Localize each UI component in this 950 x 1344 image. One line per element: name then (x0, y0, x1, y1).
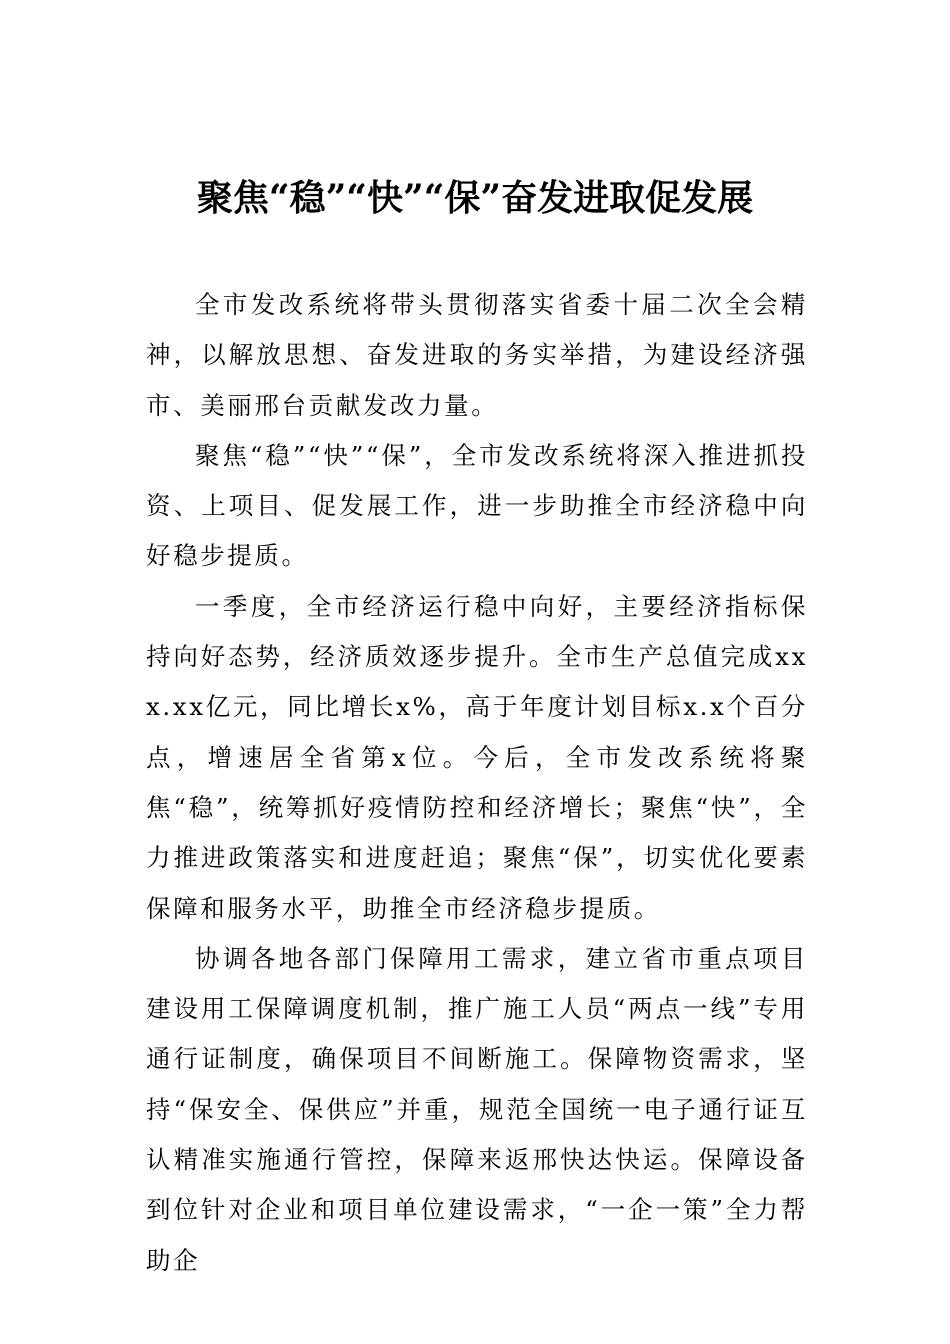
paragraph-4: 协调各地各部门保障用工需求，建立省市重点项目建设用工保障调度机制，推广施工人员“两点一线”专用通行证制度，确保项目不间断施工。保障物资需求，坚持“保安全、保供应”并重，规范全国统一电子通行证互认精准实施通行管控，保障来返邢快达快运。保障设备到位针对企业和项目单位建设需求，“一企一策”全力帮助企 (146, 943, 808, 1275)
paragraph-3: 一季度，全市经济运行稳中向好，主要经济指标保持向好态势，经济质效逐步提升。全市生产总值完成xxx.xx亿元，同比增长x%，高于年度计划目标x.x个百分点，增速居全省第x位。今后，全市发改系统将聚焦“稳”，统筹抓好疫情防控和经济增长；聚焦“快”，全力推进政策落实和进度赶追；聚焦“保”，切实优化要素保障和服务水平，助推全市经济稳步提质。 (146, 591, 808, 923)
document-title: 聚焦“稳”“快”“保”奋发进取促发展 (196, 177, 754, 219)
paragraph-1: 全市发改系统将带头贯彻落实省委十届二次全会精神，以解放思想、奋发进取的务实举措，为建设经济强市、美丽邢台贡献发改力量。 (146, 290, 808, 420)
paragraph-2: 聚焦“稳”“快”“保”，全市发改系统将深入推进抓投资、上项目、促发展工作，进一步助推全市经济稳中向好稳步提质。 (146, 440, 808, 571)
document-body (146, 280, 808, 1286)
